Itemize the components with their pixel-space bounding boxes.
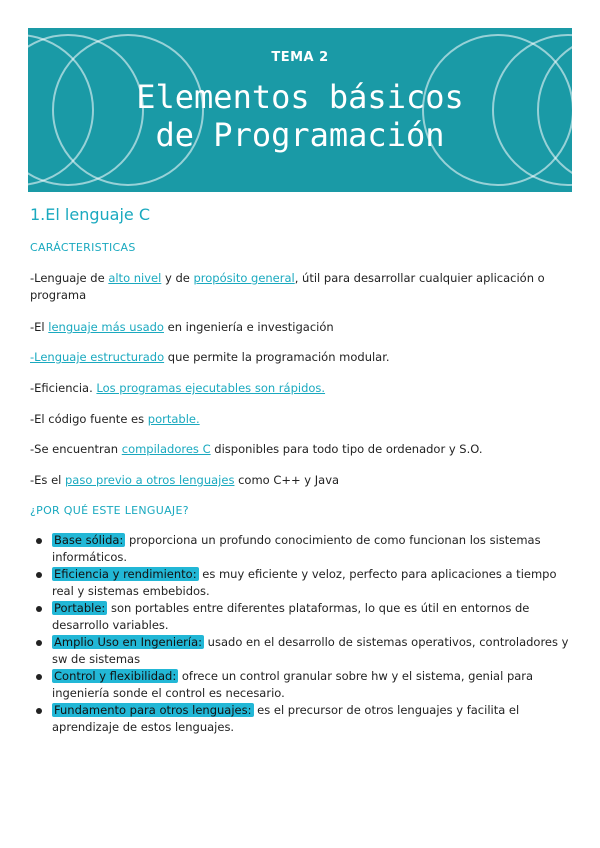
bullet-icon — [36, 708, 42, 714]
title-line-1: Elementos básicos — [136, 78, 464, 116]
paragraph-efficiency — [30, 380, 560, 397]
reason-text: es el precursor de otros lenguajes y facilita el aprendizaje de estos lenguajes. — [52, 703, 520, 734]
paragraph-compilers — [30, 441, 560, 458]
topic-number: TEMA 2 — [271, 50, 329, 65]
characteristics-heading: CARÁCTERISTICAS — [30, 241, 136, 254]
list-item — [30, 668, 570, 702]
text: disponibles para todo tipo de ordenador y S.O. — [210, 442, 483, 456]
bullet-icon — [36, 538, 42, 544]
reason-text: es muy eficiente y veloz, perfecto para aplicaciones a tiempo real y sistemas embebidos. — [52, 567, 557, 598]
page-title — [28, 78, 572, 154]
reason-label: Control y flexibilidad: — [54, 669, 177, 683]
link-proposito-general[interactable]: propósito general — [193, 271, 295, 285]
paragraph-high-level — [30, 270, 560, 304]
link-paso-previo[interactable]: paso previo a otros lenguajes — [65, 473, 235, 487]
link-lenguaje-mas-usado[interactable]: lenguaje más usado — [48, 320, 164, 334]
list-item — [30, 566, 570, 600]
text: que permite la programación modular. — [164, 350, 390, 364]
reasons-list — [30, 532, 570, 736]
list-item — [30, 600, 570, 634]
list-item — [30, 634, 570, 668]
text: y de — [161, 271, 194, 285]
reason-text: son portables entre diferentes plataformas, lo que es útil en entornos de desarrollo variables. — [52, 601, 530, 632]
text: -Lenguaje de — [30, 271, 109, 285]
bullet-icon — [36, 674, 42, 680]
text: en ingeniería e investigación — [163, 320, 334, 334]
list-item — [30, 532, 570, 566]
paragraph-previous-step — [30, 472, 560, 489]
text: -El código fuente es — [30, 412, 148, 426]
text: -El — [30, 320, 49, 334]
text: , útil para desarrollar cualquier aplicación o programa — [30, 271, 545, 302]
text: -Eficiencia. — [30, 381, 97, 395]
text: como C++ y Java — [234, 473, 340, 487]
why-heading: ¿POR QUÉ ESTE LENGUAJE? — [30, 504, 189, 517]
reason-text: usado en el desarrollo de sistemas operativos, controladores y sw de sistemas — [52, 635, 569, 666]
bullet-icon — [36, 606, 42, 612]
header-banner — [28, 28, 572, 192]
link-compiladores-c[interactable]: compiladores C — [121, 442, 211, 456]
link-portable[interactable]: portable. — [147, 412, 200, 426]
paragraph-most-used — [30, 319, 560, 336]
link-alto-nivel[interactable]: alto nivel — [108, 271, 162, 285]
paragraph-structured — [30, 349, 560, 366]
title-line-2: de Programación — [155, 116, 445, 154]
section-title: 1.El lenguaje C — [30, 205, 150, 224]
reason-label: Eficiencia y rendimiento: — [54, 567, 197, 581]
bullet-icon — [36, 640, 42, 646]
link-programas-rapidos[interactable]: Los programas ejecutables son rápidos. — [96, 381, 326, 395]
reason-text: ofrece un control granular sobre hw y el sistema, genial para ingeniería sonde el control es necesario. — [52, 669, 534, 700]
reason-label: Amplio Uso en Ingeniería: — [54, 635, 203, 649]
text: -Es el — [30, 473, 65, 487]
reason-label: Portable: — [54, 601, 106, 615]
reason-label: Fundamento para otros lenguajes: — [54, 703, 252, 717]
text: -Se encuentran — [30, 442, 122, 456]
reason-label: Base sólida: — [54, 533, 124, 547]
list-item — [30, 702, 570, 736]
reason-text: proporciona un profundo conocimiento de como funcionan los sistemas informáticos. — [52, 533, 541, 564]
bullet-icon — [36, 572, 42, 578]
paragraph-portable — [30, 411, 560, 428]
link-lenguaje-estructurado[interactable]: -Lenguaje estructurado — [30, 350, 165, 364]
